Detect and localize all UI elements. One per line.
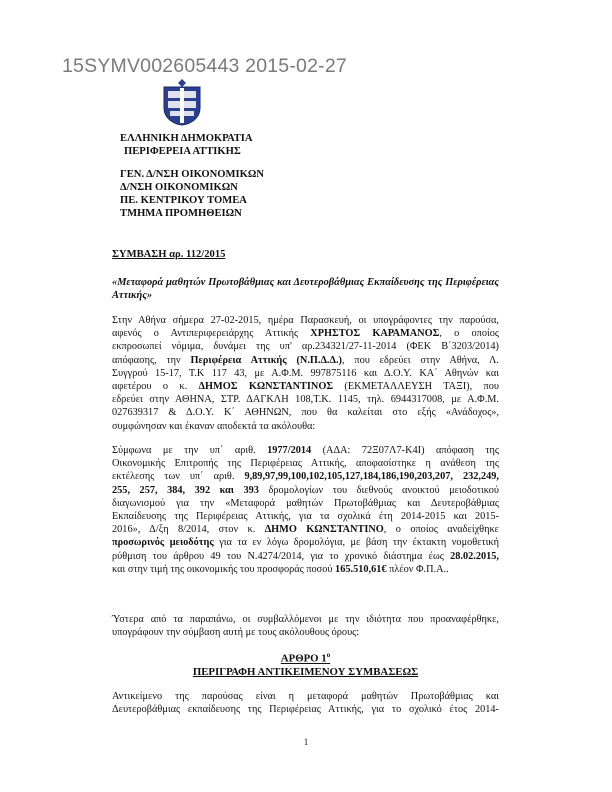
text-line: εδρεύει στην ΑΘΗΝΑ, ΣΤΡ. ΔΑΓΚΛΗ 108,Τ.Κ. 1145, τηλ. 6944317008, με Α.Φ.Μ. <box>112 394 499 406</box>
contract-number: ΣΥΜΒΑΣΗ αρ. 112/2015 <box>112 249 226 260</box>
paragraph-terms-intro <box>112 613 499 639</box>
document-watermark-id: 15SYMV002605443 2015-02-27 <box>62 55 347 77</box>
text-line: 255, 257, 384, 392 και 393 δρομολογίων του διεθνούς ανοικτού μειοδοτικού <box>112 484 499 496</box>
greek-state-emblem-icon <box>160 78 204 126</box>
text-line: Εκπαίδευσης της Περιφέρειας Αττικής, για τα σχολικά έτη 2014-2015 και 2015- <box>112 511 499 523</box>
text-line: απόφασης, την Περιφέρεια Αττικής (Ν.Π.Δ.Δ.), που εδρεύει στην Αθήνα, Λ. <box>112 354 500 366</box>
header-line: ΓΕΝ. Δ/ΝΣΗ ΟΙΚΟΝΟΜΙΚΩΝ <box>120 169 264 180</box>
text-line: 2016», Δ/ξη 8/2014, στον κ. ΔΗΜΟ ΚΩΝΣΤΑΝΤΙΝΟ, ο οποίος αναδείχθηκε <box>112 524 500 536</box>
text-line: συμφώνησαν και έκαναν αποδεκτά τα ακόλουθα: <box>112 420 316 432</box>
text-line: εκπροσωπεί νόμιμα, δυνάμει της υπ' αρ.234321/27-11-2014 (ΦΕΚ Β΄3203/2014) <box>112 341 499 353</box>
text-line: Σύμφωνα με την υπ΄ αριθ. 1977/2014 (ΑΔΑ: 72Ξ07Λ7-Κ4Ι) απόφαση της <box>112 445 499 456</box>
header-line: ΕΛΛΗΝΙΚΗ ΔΗΜΟΚΡΑΤΙΑ <box>120 133 253 144</box>
paragraph-parties <box>112 314 499 433</box>
paragraph-article-body <box>112 690 499 716</box>
text-line: Ύστερα από τα παραπάνω, οι συμβαλλόμενοι με την ιδιότητα που προαναφέρθηκε, <box>112 614 499 625</box>
text-line: Οικονομικής Επιτροπής της Περιφέρειας Αττικής, αποφασίστηκε η ανάθεση της <box>112 458 499 470</box>
text-line: Δευτεροβάθμιας εκπαίδευσης της Περιφέρειας Αττικής, για το σχολικό έτος 2014- <box>112 704 499 716</box>
text-line: εκτέλεσης των υπ΄ αριθ. 9,89,97,99,100,102,105,127,184,186,190,203,207, 232,249, <box>112 471 499 483</box>
header-line: ΠΕΡΙΦΕΡΕΙΑ ΑΤΤΙΚΗΣ <box>124 146 241 157</box>
contract-subject: «Μεταφορά μαθητών Πρωτοβάθμιας και Δευτεροβάθμιας Εκπαίδευσης της Περιφέρειας Αττικής» <box>112 277 499 301</box>
text-line: Συγγρού 15-17, Τ.Κ 117 43, με Α.Φ.Μ. 997875116 και Δ.Ο.Υ. ΚΑ΄ Αθηνών και <box>112 367 499 379</box>
text-line: Αντικείμενο της παρούσας είναι η μεταφορά μαθητών Πρωτοβάθμιας και <box>112 691 499 702</box>
text-line: υπογράφουν την σύμβαση αυτή με τους ακόλουθους όρους: <box>112 627 360 639</box>
text-line: αφετέρου ο κ. ΔΗΜΟΣ ΚΩΝΣΤΑΝΤΙΝΟΣ (ΕΚΜΕΤΑΛΛΕΥΣΗ ΤΑΞΙ), που <box>112 381 499 393</box>
header-line: ΠΕ. ΚΕΝΤΡΙΚΟΥ ΤΟΜΕΑ <box>120 195 247 206</box>
article-heading <box>112 649 499 679</box>
article-subtitle: ΠΕΡΙΓΡΑΦΗ ΑΝΤΙΚΕΙΜΕΝΟΥ ΣΥΜΒΑΣΕΩΣ <box>192 665 419 678</box>
header-line: ΤΜΗΜΑ ΠΡΟΜΗΘΕΙΩΝ <box>120 208 242 219</box>
header-block-department <box>120 168 264 220</box>
text-line: και στην τιμή της οικονομικής του προσφοράς ποσού 165.510,61€ πλέον Φ.Π.Α.. <box>112 563 449 575</box>
text-line: διαγωνισμού για την «Μεταφορά μαθητών Πρωτοβάθμιας και Δευτεροβάθμιας <box>112 497 499 509</box>
paragraph-award <box>112 444 499 576</box>
page-number: 1 <box>303 737 309 747</box>
header-line: Δ/ΝΣΗ ΟΙΚΟΝΟΜΙΚΩΝ <box>120 182 238 193</box>
text-line: προσωρινός μειοδότης για τα εν λόγω δρομολόγια, με βάση την έκτακτη νομοθετική <box>112 537 499 549</box>
text-line: αφενός ο Αντιπεριφερειάρχης Αττικής ΧΡΗΣΤΟΣ ΚΑΡΑΜΑΝΟΣ, ο οποίος <box>112 328 499 340</box>
article-number: ΑΡΘΡΟ $1^o$ <box>280 651 331 665</box>
text-line: 027639317 & Δ.Ο.Υ. Κ΄ ΑΘΗΝΩΝ, που θα καλείται στο εξής «Ανάδοχος», <box>112 407 499 419</box>
text-line: ρύθμιση του άρθρου 49 του Ν.4274/2014, για το χρονικό διάστημα έως 28.02.2015, <box>112 550 499 562</box>
header-block-authority <box>120 132 253 158</box>
text-line: Στην Αθήνα σήμερα 27-02-2015, ημέρα Παρασκευή, οι υπογράφοντες την παρούσα, <box>112 315 499 326</box>
